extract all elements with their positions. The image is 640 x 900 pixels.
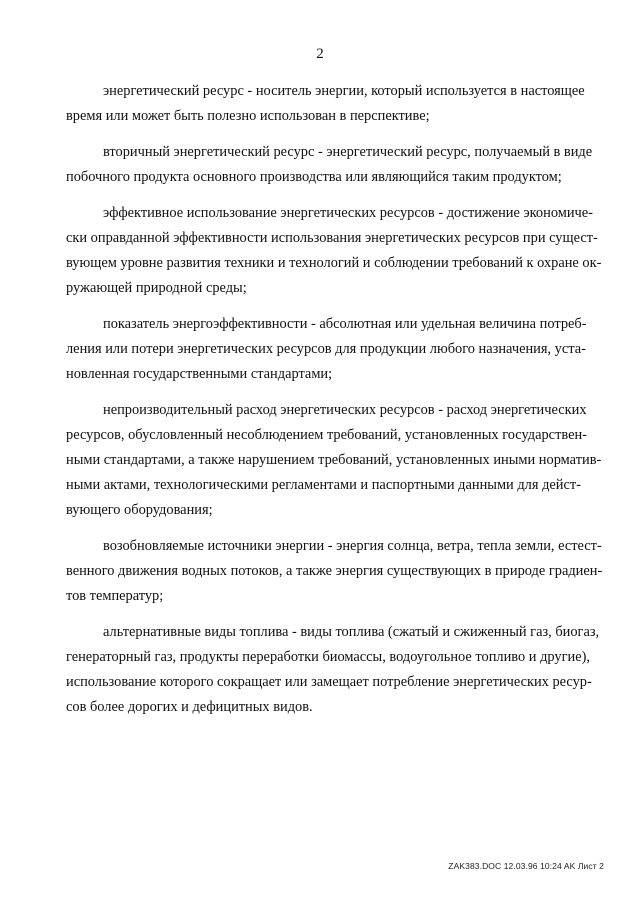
text-line: возобновляемые источники энергии - энергия солнца, ветра, тепла земли, естест- — [103, 538, 602, 554]
paragraph-alternative-fuels — [66, 620, 600, 720]
document-footer: ZAK383.DOC 12.03.96 10:24 AK Лист 2 — [448, 861, 604, 871]
paragraph-efficient-use — [66, 201, 602, 301]
paragraph-unproductive-consumption — [66, 398, 602, 523]
text-line: эффективное использование энергетических ресурсов - достижение экономиче- — [103, 205, 593, 221]
text-line: вторичный энергетический ресурс - энергетический ресурс, получаемый в виде — [103, 144, 593, 160]
text-line: ления или потери энергетических ресурсов для продукции любого назначения, уста- — [66, 341, 586, 357]
text-line: энергетический ресурс - носитель энергии, который используется в настоящее — [103, 83, 585, 99]
text-line: вующем уровне развития техники и технологий и соблюдении требований к охране ок- — [66, 255, 602, 271]
page-number: 2 — [316, 46, 324, 62]
text-line: побочного продукта основного производства или являющийся таким продуктом; — [66, 169, 562, 185]
text-line: генераторный газ, продукты переработки биомассы, водоугольное топливо и другие), — [66, 649, 590, 665]
text-line: ски оправданной эффективности использования энергетических ресурсов при сущест- — [66, 230, 598, 246]
text-line: использование которого сокращает или замещает потребление энергетических ресур- — [66, 674, 592, 690]
paragraph-efficiency-indicator — [66, 312, 587, 387]
text-line: непроизводительный расход энергетических ресурсов - расход энергетических — [103, 402, 587, 418]
paragraph-renewable-sources — [66, 534, 603, 609]
text-line: показатель энергоэффективности - абсолютная или удельная величина потреб- — [103, 316, 587, 332]
text-line: венного движения водных потоков, а также энергия существующих в природе градиен- — [66, 563, 603, 579]
text-line: новленная государственными стандартами; — [66, 366, 333, 382]
text-line: альтернативные виды топлива - виды топлива (сжатый и сжиженный газ, биогаз, — [103, 624, 600, 640]
text-line: время или может быть полезно использован в перспективе; — [66, 108, 430, 124]
text-line: ными актами, технологическими регламентами и паспортными данными для дейст- — [66, 477, 581, 493]
text-line: вующего оборудования; — [66, 502, 213, 518]
text-line: ными стандартами, а также нарушением требований, установленных иными норматив- — [66, 452, 602, 468]
document-body — [66, 79, 603, 731]
text-line: тов температур; — [66, 588, 164, 604]
paragraph-energy-resource — [66, 79, 585, 129]
text-line: ружающей природной среды; — [66, 280, 247, 296]
text-line: сов более дорогих и дефицитных видов. — [66, 699, 313, 715]
text-line: ресурсов, обусловленный несоблюдением требований, установленных государствен- — [66, 427, 587, 443]
paragraph-secondary-resource — [66, 140, 593, 190]
